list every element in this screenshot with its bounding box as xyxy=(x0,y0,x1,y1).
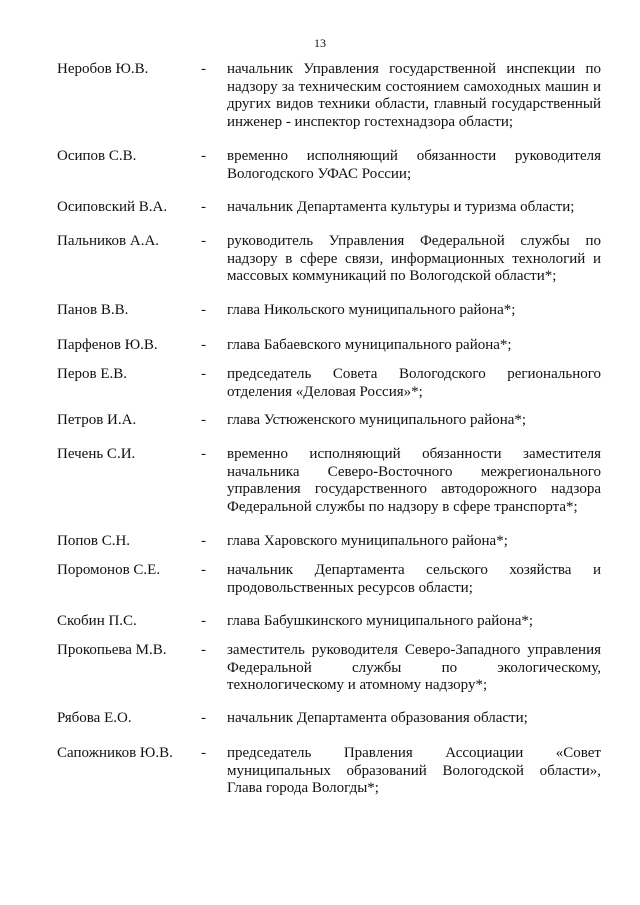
person-role: руководитель Управления Федеральной службы по надзору в сфере связи, информационных технологий и массовых коммуникаций по Вологодской области*; xyxy=(227,233,601,284)
person-name: Осипов С.В. xyxy=(57,148,137,164)
person-name: Прокопьева М.В. xyxy=(57,642,167,658)
person-name: Перов Е.В. xyxy=(57,366,127,382)
person-role: начальник Департамента культуры и туризма области; xyxy=(227,199,575,215)
person-name: Неробов Ю.В. xyxy=(57,61,149,77)
dash-separator: - xyxy=(201,562,206,578)
dash-separator: - xyxy=(201,302,206,318)
person-name: Скобин П.С. xyxy=(57,613,137,629)
dash-separator: - xyxy=(201,710,206,726)
dash-separator: - xyxy=(201,533,206,549)
dash-separator: - xyxy=(201,412,206,428)
dash-separator: - xyxy=(201,366,206,382)
person-name: Пальников А.А. xyxy=(57,233,160,249)
dash-separator: - xyxy=(201,446,206,462)
person-role: глава Бабушкинского муниципального района*; xyxy=(227,613,534,629)
person-role: глава Харовского муниципального района*; xyxy=(227,533,508,549)
dash-separator: - xyxy=(201,61,206,77)
dash-separator: - xyxy=(201,613,206,629)
dash-separator: - xyxy=(201,745,206,761)
person-name: Печень С.И. xyxy=(57,446,136,462)
dash-separator: - xyxy=(201,148,206,164)
page-number: 13 xyxy=(314,36,326,50)
person-role: начальник Департамента образования области; xyxy=(227,710,528,726)
dash-separator: - xyxy=(201,337,206,353)
person-name: Петров И.А. xyxy=(57,412,137,428)
person-name: Осиповский В.А. xyxy=(57,199,168,215)
person-name: Парфенов Ю.В. xyxy=(57,337,158,353)
dash-separator: - xyxy=(201,642,206,658)
person-role: глава Никольского муниципального района*; xyxy=(227,302,516,318)
person-role: председатель Правления Ассоциации «Совет муниципальных образований Вологодской области», Глава города Вологды*; xyxy=(227,745,601,796)
person-role: временно исполняющий обязанности заместителя начальника Северо-Восточного межрегионального управления государственного автодорожного надзора Федеральной службы по надзору в сфере транспорта*; xyxy=(227,446,601,515)
person-role: начальник Департамента сельского хозяйства и продовольственных ресурсов области; xyxy=(227,562,601,596)
person-name: Сапожников Ю.В. xyxy=(57,745,173,761)
person-role: заместитель руководителя Северо-Западного управления Федеральной службы по экологическому, технологическому и атомному надзору*; xyxy=(227,642,601,693)
person-name: Попов С.Н. xyxy=(57,533,131,549)
person-role: глава Бабаевского муниципального района*; xyxy=(227,337,512,353)
person-role: временно исполняющий обязанности руководителя Вологодского УФАС России; xyxy=(227,148,601,182)
dash-separator: - xyxy=(201,199,206,215)
dash-separator: - xyxy=(201,233,206,249)
person-role: начальник Управления государственной инспекции по надзору за техническим состоянием самоходных машин и других видов техники области, главный государственный инженер - инспектор гостехнадзора области; xyxy=(227,61,601,130)
person-name: Поромонов С.Е. xyxy=(57,562,161,578)
person-role: глава Устюженского муниципального района*; xyxy=(227,412,527,428)
person-name: Рябова Е.О. xyxy=(57,710,132,726)
person-name: Панов В.В. xyxy=(57,302,129,318)
person-role: председатель Совета Вологодского регионального отделения «Деловая Россия»*; xyxy=(227,366,601,400)
